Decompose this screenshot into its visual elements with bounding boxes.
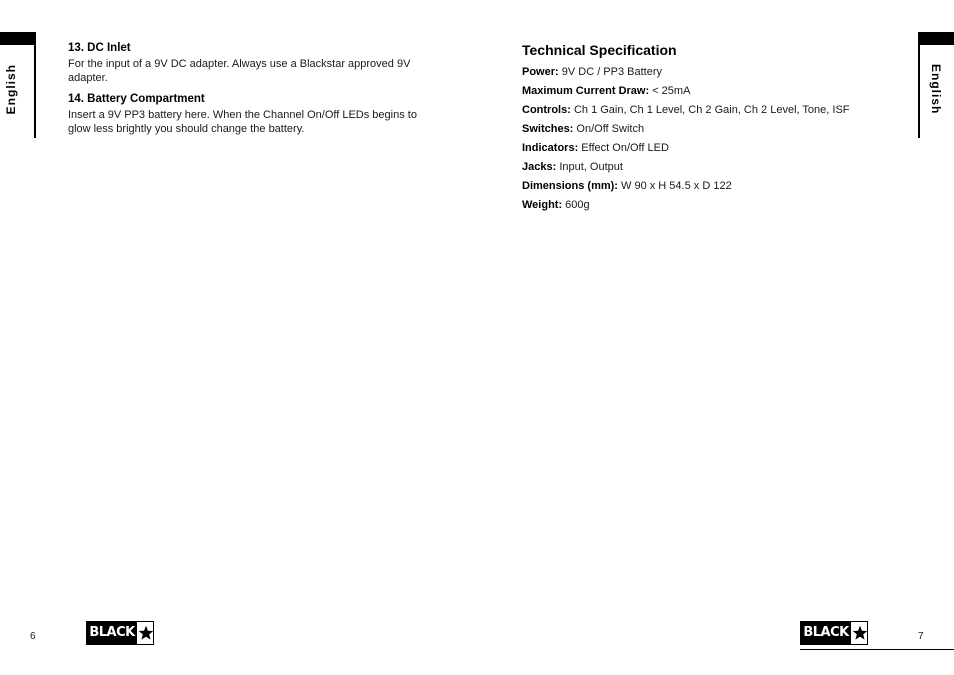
section-heading: 13. DC Inlet bbox=[68, 42, 131, 54]
spec-label: Weight: bbox=[522, 199, 563, 211]
page-number-left: 6 bbox=[30, 631, 36, 642]
spec-label: Indicators: bbox=[522, 142, 579, 154]
spec-value: 9V DC / PP3 Battery bbox=[558, 66, 663, 78]
logo-text: BLACK bbox=[801, 622, 851, 644]
right-tab-line bbox=[918, 32, 920, 138]
spec-title: Technical Specification bbox=[522, 42, 677, 58]
star-icon bbox=[852, 624, 868, 642]
brand-logo-left bbox=[86, 621, 154, 645]
right-page-content bbox=[522, 42, 902, 215]
spec-row-jacks bbox=[522, 158, 902, 177]
spec-row-current-draw bbox=[522, 82, 902, 101]
section-body: For the input of a 9V DC adapter. Always use a Blackstar approved 9V adapter. bbox=[68, 58, 411, 84]
spec-value: W 90 x H 54.5 x D 122 bbox=[617, 180, 732, 192]
spec-list bbox=[522, 63, 902, 215]
spec-label: Switches: bbox=[522, 123, 574, 135]
spec-value: Input, Output bbox=[556, 161, 623, 173]
spec-row-controls bbox=[522, 101, 902, 120]
spec-label: Dimensions (mm): bbox=[522, 180, 618, 192]
left-tab-bar bbox=[0, 32, 36, 45]
spec-value: Ch 1 Gain, Ch 1 Level, Ch 2 Gain, Ch 2 Level, Tone, ISF bbox=[570, 104, 850, 116]
spec-row-switches bbox=[522, 120, 902, 139]
spec-row-dimensions bbox=[522, 177, 902, 196]
spec-value: 600g bbox=[562, 199, 590, 211]
left-language-label: English bbox=[4, 64, 18, 115]
spec-value: On/Off Switch bbox=[573, 123, 645, 135]
right-tab-bar bbox=[918, 32, 954, 45]
section-dc-inlet bbox=[68, 42, 436, 85]
spec-value: < 25mA bbox=[649, 85, 691, 97]
logo-text: BLACK bbox=[87, 622, 137, 644]
left-tab-line bbox=[34, 32, 36, 138]
spec-row-power bbox=[522, 63, 902, 82]
section-battery-compartment bbox=[68, 93, 436, 136]
spec-label: Maximum Current Draw: bbox=[522, 85, 650, 97]
spec-label: Jacks: bbox=[522, 161, 557, 173]
spec-label: Power: bbox=[522, 66, 559, 78]
page-number-right: 7 bbox=[918, 631, 924, 642]
spec-value: Effect On/Off LED bbox=[578, 142, 669, 154]
brand-logo-right bbox=[800, 621, 868, 645]
spec-row-weight bbox=[522, 196, 902, 215]
spec-label: Controls: bbox=[522, 104, 571, 116]
star-icon bbox=[138, 624, 154, 642]
footer-rule bbox=[800, 649, 954, 650]
section-body: Insert a 9V PP3 battery here. When the Channel On/Off LEDs begins to glow less brightly you should change the battery. bbox=[68, 109, 417, 135]
right-language-label: English bbox=[929, 64, 943, 115]
left-page-content bbox=[68, 42, 436, 144]
spec-row-indicators bbox=[522, 139, 902, 158]
section-heading: 14. Battery Compartment bbox=[68, 93, 205, 105]
